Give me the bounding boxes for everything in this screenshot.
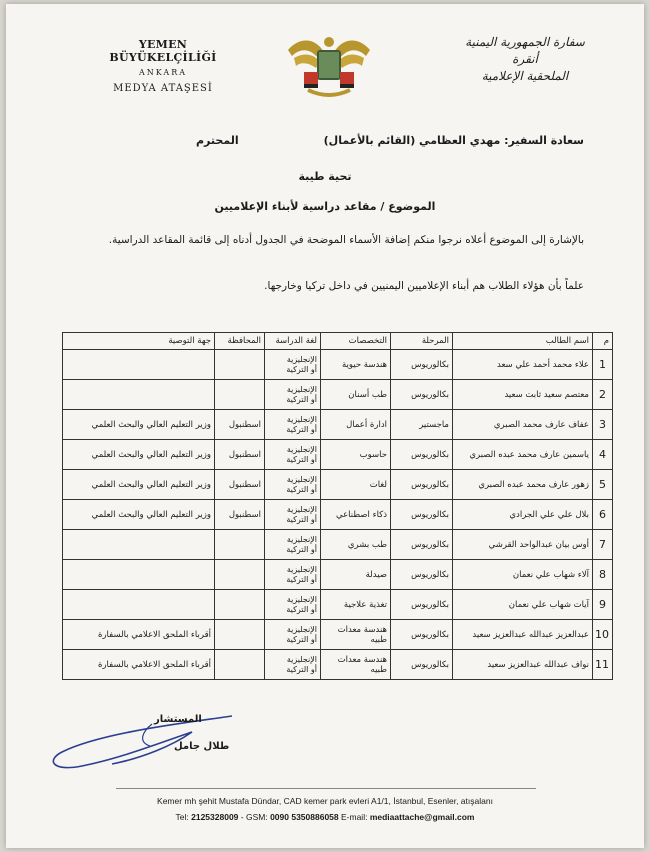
study-major: طب أسنان xyxy=(321,380,391,410)
language-line-2: أو التركية xyxy=(286,364,317,374)
greeting: تحية طيبة xyxy=(298,170,352,183)
study-major: تغذية علاجية xyxy=(321,590,391,620)
col-header: المرحلة xyxy=(391,333,453,350)
language-line-1: الإنجليزية xyxy=(286,444,317,454)
student-name: آيات شهاب علي نعمان xyxy=(453,590,593,620)
study-language xyxy=(265,440,321,470)
recommending-party xyxy=(63,530,215,560)
col-header: اسم الطالب xyxy=(453,333,593,350)
table-row xyxy=(63,620,613,650)
language-line-1: الإنجليزية xyxy=(286,654,317,664)
province: اسطنبول xyxy=(215,410,265,440)
study-stage: بكالوريوس xyxy=(391,470,453,500)
study-language xyxy=(265,410,321,440)
recommending-party: وزير التعليم العالي والبحث العلمي xyxy=(63,440,215,470)
recommending-party: وزير التعليم العالي والبحث العلمي xyxy=(63,470,215,500)
city-name-tr: ANKARA xyxy=(138,68,187,77)
yemen-eagle-emblem-icon xyxy=(284,28,374,102)
embassy-name-tr: YEMEN BÜYÜKELÇİLİĞİ xyxy=(109,38,217,64)
row-number: 11 xyxy=(593,650,613,680)
recommending-party xyxy=(63,350,215,380)
study-stage: بكالوريوس xyxy=(391,650,453,680)
row-number: 8 xyxy=(593,560,613,590)
table-row xyxy=(63,590,613,620)
paragraph-1: بالإشارة إلى الموضوع أعلاه نرجوا منكم إضافة الأسماء الموضحة في الجدول أدناه إلى قائمة المقاعد الدراسية. xyxy=(108,234,584,246)
study-stage: بكالوريوس xyxy=(391,590,453,620)
language-line-2: أو التركية xyxy=(286,604,317,614)
province xyxy=(215,590,265,620)
language-line-2: أو التركية xyxy=(286,394,317,404)
row-number: 10 xyxy=(593,620,613,650)
language-line-2: أو التركية xyxy=(286,634,317,644)
city-name-ar: أنقرة xyxy=(512,52,538,66)
study-language xyxy=(265,530,321,560)
language-line-2: أو التركية xyxy=(286,574,317,584)
province xyxy=(215,350,265,380)
row-number: 6 xyxy=(593,500,613,530)
gsm-number: 0090 5350886058 xyxy=(270,812,339,822)
study-major: ادارة أعمال xyxy=(321,410,391,440)
row-number: 3 xyxy=(593,410,613,440)
recommending-party: أقرباء الملحق الاعلامي بالسفارة xyxy=(63,620,215,650)
student-name: عفاف عارف محمد الصبري xyxy=(453,410,593,440)
province: اسطنبول xyxy=(215,500,265,530)
table-row xyxy=(63,500,613,530)
language-line-1: الإنجليزية xyxy=(286,564,317,574)
col-header: لغة الدراسة xyxy=(265,333,321,350)
study-major: طب بشري xyxy=(321,530,391,560)
row-number: 1 xyxy=(593,350,613,380)
col-header: م xyxy=(593,333,613,350)
recommending-party xyxy=(63,560,215,590)
language-line-1: الإنجليزية xyxy=(286,384,317,394)
col-header: المحافظة xyxy=(215,333,265,350)
study-major: هندسة حيوية xyxy=(321,350,391,380)
student-name: زهور عارف محمد عبده الصبري xyxy=(453,470,593,500)
table-row xyxy=(63,530,613,560)
study-major: صيدلة xyxy=(321,560,391,590)
row-number: 7 xyxy=(593,530,613,560)
study-language xyxy=(265,650,321,680)
province xyxy=(215,650,265,680)
recommending-party: أقرباء الملحق الاعلامي بالسفارة xyxy=(63,650,215,680)
tel-label: Tel: xyxy=(175,812,189,822)
language-line-2: أو التركية xyxy=(286,514,317,524)
study-stage: بكالوريوس xyxy=(391,500,453,530)
recommending-party: وزير التعليم العالي والبحث العلمي xyxy=(63,500,215,530)
office-name-ar: الملحقية الإعلامية xyxy=(481,69,569,83)
subject-line: الموضوع / مقاعد دراسية لأبناء الإعلاميين xyxy=(214,200,436,213)
student-name: آلاء شهاب علي نعمان xyxy=(453,560,593,590)
language-line-1: الإنجليزية xyxy=(286,414,317,424)
col-header: جهة التوصية xyxy=(63,333,215,350)
study-stage: بكالوريوس xyxy=(391,530,453,560)
email-address: mediaattache@gmail.com xyxy=(369,812,475,822)
table-row xyxy=(63,440,613,470)
province xyxy=(215,380,265,410)
study-major: هندسة معدات طبيه xyxy=(321,620,391,650)
study-language xyxy=(265,560,321,590)
footer-address: Kemer mh şehit Mustafa Dündar, CAD kemer park evleri A1/1, İstanbul, Esenler, atışalanı xyxy=(157,796,493,806)
honorific: المحترم xyxy=(196,134,239,147)
province xyxy=(215,620,265,650)
student-name: نواف عبدالله عبدالعزيز سعيد xyxy=(453,650,593,680)
language-line-1: الإنجليزية xyxy=(286,594,317,604)
study-language xyxy=(265,350,321,380)
tel-number: 2125328009 xyxy=(191,812,239,822)
study-major: ذكاء اصطناعي xyxy=(321,500,391,530)
study-language xyxy=(265,500,321,530)
col-header: التخصصات xyxy=(321,333,391,350)
language-line-2: أو التركية xyxy=(286,454,317,464)
language-line-1: الإنجليزية xyxy=(286,624,317,634)
table-row xyxy=(63,650,613,680)
language-line-1: الإنجليزية xyxy=(286,354,317,364)
study-major: لغات xyxy=(321,470,391,500)
language-line-2: أو التركية xyxy=(286,484,317,494)
province: اسطنبول xyxy=(215,440,265,470)
header-arabic xyxy=(460,34,590,85)
letter-page xyxy=(6,4,644,848)
language-line-1: الإنجليزية xyxy=(286,504,317,514)
recommending-party xyxy=(63,380,215,410)
addressee: سعادة السفير: مهدي العظامي (القائم بالأعمال) xyxy=(323,134,584,147)
footer-contacts xyxy=(6,812,644,822)
row-number: 4 xyxy=(593,440,613,470)
study-language xyxy=(265,470,321,500)
study-stage: بكالوريوس xyxy=(391,440,453,470)
table-row xyxy=(63,410,613,440)
study-language xyxy=(265,590,321,620)
study-stage: بكالوريوس xyxy=(391,350,453,380)
study-language xyxy=(265,620,321,650)
study-stage: بكالوريوس xyxy=(391,380,453,410)
footer-divider xyxy=(116,788,536,789)
row-number: 5 xyxy=(593,470,613,500)
student-name: معتصم سعيد ثابت سعيد xyxy=(453,380,593,410)
study-stage: بكالوريوس xyxy=(391,620,453,650)
recommending-party xyxy=(63,590,215,620)
table-row xyxy=(63,380,613,410)
study-stage: ماجستير xyxy=(391,410,453,440)
signatory-name: طلال جامل xyxy=(174,741,230,752)
student-name: علاء محمد أحمد علي سعد xyxy=(453,350,593,380)
row-number: 9 xyxy=(593,590,613,620)
student-name: ياسمين عارف محمد عبده الصبري xyxy=(453,440,593,470)
paragraph-2: علماً بأن هؤلاء الطلاب هم أبناء الإعلاميين اليمنيين في داخل تركيا وخارجها. xyxy=(264,280,584,292)
language-line-1: الإنجليزية xyxy=(286,534,317,544)
province xyxy=(215,560,265,590)
province xyxy=(215,530,265,560)
signatory-title: المستشار xyxy=(154,714,202,725)
email-label: E-mail: xyxy=(341,812,368,822)
header-turkish xyxy=(88,38,238,94)
study-major: حاسوب xyxy=(321,440,391,470)
student-name: عبدالعزيز عبدالله عبدالعزيز سعيد xyxy=(453,620,593,650)
study-stage: بكالوريوس xyxy=(391,560,453,590)
table-header-row xyxy=(63,333,613,350)
language-line-2: أو التركية xyxy=(286,544,317,554)
office-name-tr: MEDYA ATAŞESİ xyxy=(113,83,213,94)
study-language xyxy=(265,380,321,410)
students-table xyxy=(62,332,613,680)
student-name: بلال علي علي الجرادي xyxy=(453,500,593,530)
embassy-name-ar: سفارة الجمهورية اليمنية xyxy=(465,35,585,49)
language-line-2: أو التركية xyxy=(286,424,317,434)
study-major: هندسة معدات طبيه xyxy=(321,650,391,680)
recommending-party: وزير التعليم العالي والبحث العلمي xyxy=(63,410,215,440)
row-number: 2 xyxy=(593,380,613,410)
student-name: أوس بيان عبدالواحد القرشي xyxy=(453,530,593,560)
table-row xyxy=(63,470,613,500)
table-row xyxy=(63,350,613,380)
gsm-label: - GSM: xyxy=(240,812,268,822)
language-line-1: الإنجليزية xyxy=(286,474,317,484)
table-row xyxy=(63,560,613,590)
language-line-2: أو التركية xyxy=(286,664,317,674)
province: اسطنبول xyxy=(215,470,265,500)
